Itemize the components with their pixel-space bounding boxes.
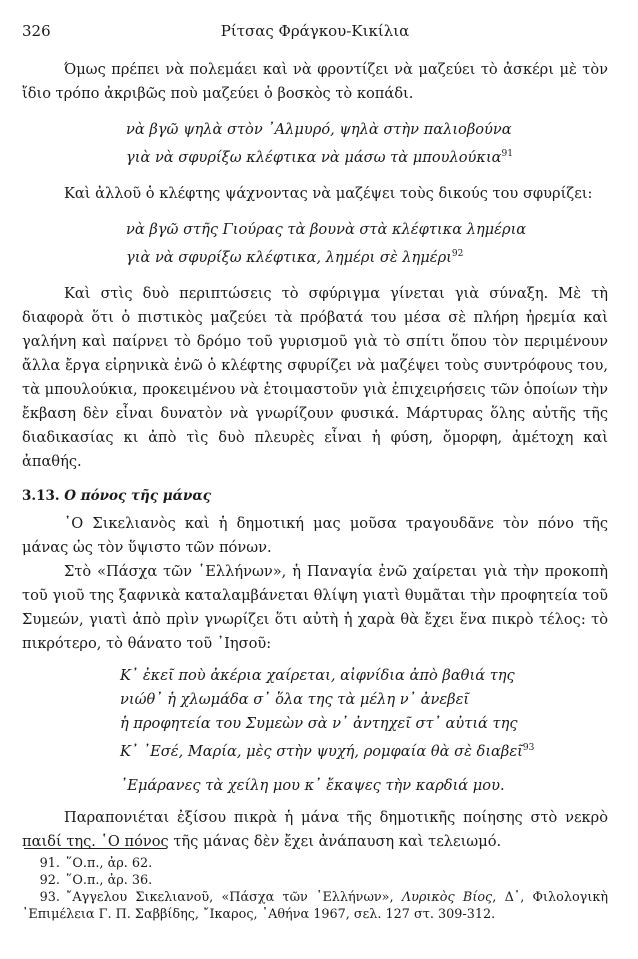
verse-block: [22, 218, 608, 270]
footnote-text: ῎Αγγελου Σικελιανοῦ, «Πάσχα τῶν ῾Ελλήνων»,: [66, 890, 402, 905]
verse-line: ᾿Εμάρανες τὰ χείλη μου κ᾿ ἔκαψες τὴν καρδιά μου.: [120, 776, 505, 794]
paragraph: Όμως πρέπει νὰ πολεμάει καὶ νὰ φροντίζει νὰ μαζεύει τὸ ἀσκέρι μὲ τὸν ἴδιο τρόπο ἀκριβῶς ποὺ μαζεύει ὁ βοσκὸς τὸ κοπάδι.: [22, 61, 608, 102]
paragraph: Καὶ στὶς δυὸ περιπτώσεις τὸ σφύριγμα γίνεται γιὰ σύναξη. Μὲ τὴ διαφορὰ ὅτι ὁ πιστικὸς μαζεύει τὰ πρόβατά του μέσα σὲ πλήρη ἠρεμία καὶ γαλήνη καὶ παίρνει τὸ δρόμο τοῦ γυρισμοῦ γιὰ τὸ σπίτι ὅπου τὸν περιμένουν ἄλλα ἔργα εἰρηνικὰ ἐνῶ ὁ κλέφτης σφυρίζει νὰ μαζέψει τοὺς συντρόφους του, τὰ μπουλούκια, προκειμένου νὰ ἑτοιμαστοῦν γιὰ ἐπιχειρήσεις τῶν ὁποίων τὴν ἔκβαση δὲν εἶναι δυνατὸν νὰ γνωρίζουν φυσικά. Μάρτυρας ὅλης αὐτῆς τῆς διαδικασίας κι ἀπὸ τὶς δυὸ πλευρὲς εἶναι ἡ φύση, ὄμορφη, ἀμέτοχη καὶ ἀπαθής.: [22, 284, 608, 470]
section-title: Ο πόνος τῆς μάνας: [64, 487, 211, 504]
footnote-book-title: Λυρικὸς Βίος: [401, 890, 493, 905]
verse-text: γιὰ νὰ σφυρίξω κλέφτικα, λημέρι σὲ λημέρι: [126, 248, 452, 266]
footnotes: [22, 848, 608, 923]
footnote-text: ῞Ο.π., ἀρ. 36.: [66, 873, 153, 888]
footnote-text: , Δ᾿, Φιλολογικὴ ᾿Επιμέλεια Γ. Π. Σαββίδης, ῎Ικαρος, ᾿Αθήνα 1967, σελ. 127 στ. 309-312.: [22, 890, 609, 922]
footnote-number: 91.: [39, 856, 60, 871]
paragraph: Παραπονιέται ἐξίσου πικρὰ ἡ μάνα τῆς δημοτικῆς ποίησης στὸ νεκρὸ παιδί της. ῾Ο πόνος τῆς μάνας δὲν ἔχει ἀνάπαυση καὶ τελειωμό.: [22, 808, 608, 850]
verse-line: νὰ βγῶ ψηλὰ στὸν ᾿Αλμυρό, ψηλὰ στὴν παλιοβούνα: [126, 121, 512, 138]
verse-line: [120, 736, 608, 764]
page-header: [22, 22, 608, 42]
page-body: [22, 58, 608, 854]
verse-text: γιὰ νὰ σφυρίξω κλέφτικα νὰ μάσω τὰ μπουλούκια: [126, 148, 502, 166]
verse-block: [22, 774, 608, 798]
verse-text: Κ᾿ ᾿Εσέ, Μαρία, μὲς στὴν ψυχή, ρομφαία θὰ σὲ διαβεῖ: [120, 742, 523, 760]
paragraph: ῾Ο Σικελιανὸς καὶ ἡ δημοτική μας μοῦσα τραγουδᾶνε τὸν πόνο τῆς μάνας ὡς τὸν ὕψιστο τῶν πόνων.: [22, 514, 608, 556]
footnote-ref[interactable]: 93: [522, 742, 535, 753]
footnote: [22, 889, 608, 923]
verse-line: νὰ βγῶ στῆς Γιούρας τὰ βουνὰ στὰ κλέφτικα λημέρια: [126, 220, 527, 238]
paragraph: Στὸ «Πάσχα τῶν ῾Ελλήνων», ἡ Παναγία ἐνῶ χαίρεται γιὰ τὴν προκοπὴ τοῦ γιοῦ της ξαφνικὰ καταλαμβάνεται θλίψη γιατὶ θυμᾶται τὴν προφητεία τοῦ Συμεών, γιατὶ ἀπὸ πρὶν γνωρίζει ὅτι αὐτὴ ἡ χαρὰ θὰ ἔχει ἕνα πικρὸ τέλος: τὸ πικρότερο, τὸ θάνατο τοῦ ᾿Ιησοῦ:: [22, 562, 609, 652]
footnote-rule: [24, 848, 166, 849]
verse-block: [22, 118, 608, 170]
paragraph: Καὶ ἀλλοῦ ὁ κλέφτης ψάχνοντας νὰ μαζέψει τοὺς δικούς του σφυρίζει:: [64, 184, 593, 202]
section-number: 3.13.: [22, 487, 60, 504]
verse-line: ἡ προφητεία του Συμεὼν σὰ ν᾿ ἀντηχεῖ στ᾿ αὐτιά της: [120, 714, 518, 732]
footnote: [22, 855, 608, 872]
footnote: [22, 872, 608, 889]
verse-line: νιώθ᾿ ἡ χλωμάδα σ᾿ ὅλα της τὰ μέλη ν᾿ ἀνεβεῖ: [120, 690, 470, 708]
footnote-text: ῞Ο.π., ἀρ. 62.: [66, 856, 153, 871]
verse-line: [126, 242, 608, 270]
verse-line: Κ᾿ ἐκεῖ ποὺ ἀκέρια χαίρεται, αἰφνίδια ἀπὸ βαθιά της: [120, 666, 515, 684]
section-heading: [22, 484, 608, 508]
footnote-number: 92.: [39, 873, 60, 888]
footnote-number: 93.: [39, 890, 60, 905]
verse-block: [22, 664, 608, 764]
verse-line: [126, 142, 608, 170]
footnote-ref[interactable]: 91: [501, 149, 513, 159]
footnote-ref[interactable]: 92: [451, 248, 464, 259]
page-number: 326: [22, 22, 51, 40]
running-title: Ρίτσας Φράγκου-Κικίλια: [220, 22, 410, 40]
